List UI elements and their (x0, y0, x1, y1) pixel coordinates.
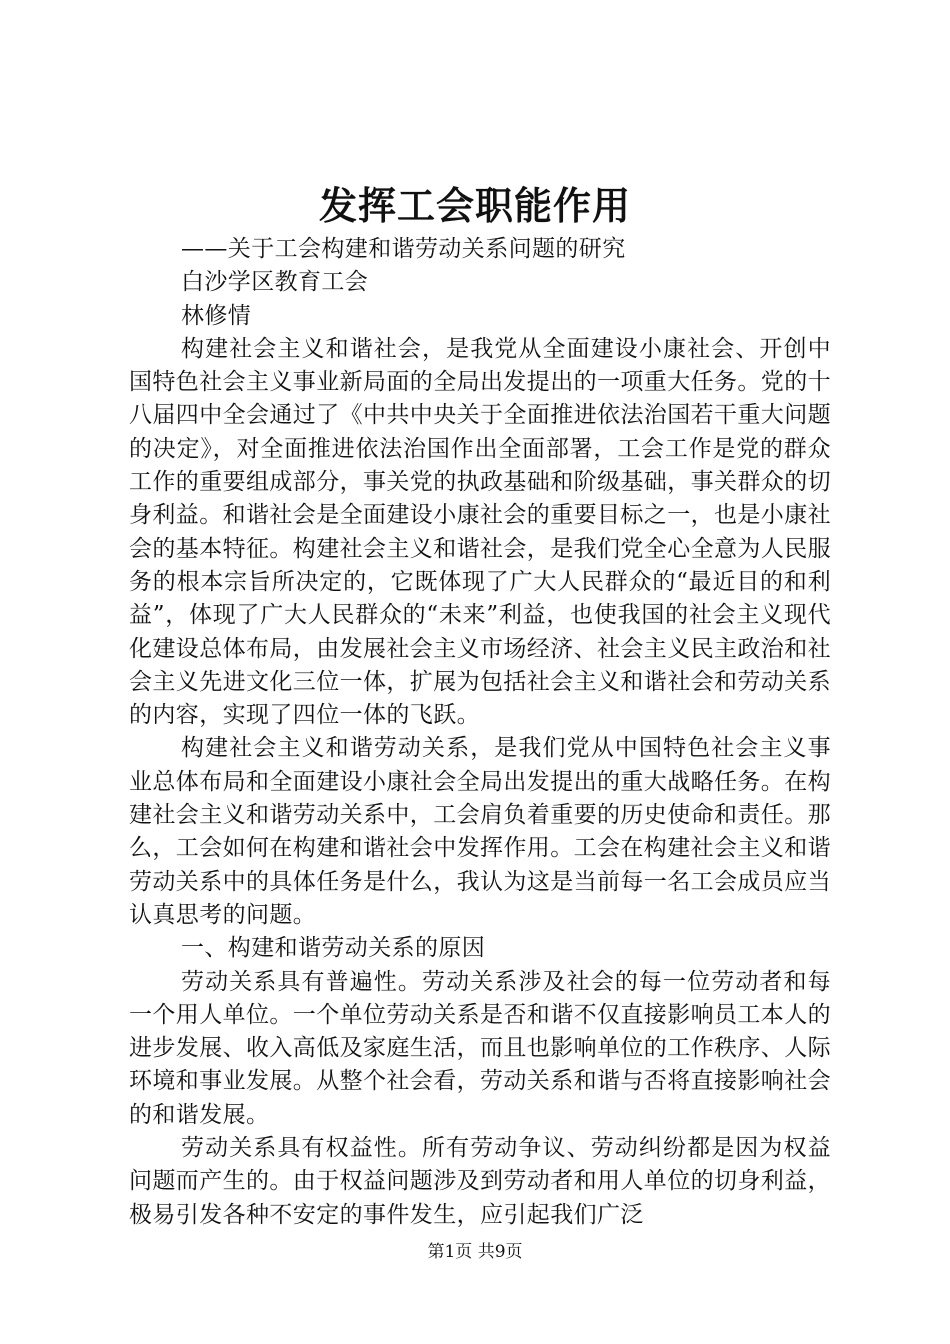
page-number: 第1页 共9页 (427, 1242, 523, 1262)
document-organization: 白沙学区教育工会 (181, 269, 369, 296)
document-body (129, 233, 831, 1232)
document-title: 发挥工会职能作用 (318, 183, 631, 228)
body-paragraph: 劳动关系具有权益性。所有劳动争议、劳动纠纷都是因为权益问题而产生的。由于权益问题涉及到劳动者和用人单位的切身利益，极易引发各种不安定的事件发生，应引起我们广泛 (129, 1135, 831, 1228)
document-subtitle: ——关于工会构建和谐劳动关系问题的研究 (181, 236, 626, 262)
body-paragraph: 劳动关系具有普遍性。劳动关系涉及社会的每一位劳动者和每一个用人单位。一个单位劳动关系是否和谐不仅直接影响员工本人的进步发展、收入高低及家庭生活，而且也影响单位的工作秩序、人际环境和事业发展。从整个社会看，劳动关系和谐与否将直接影响社会的和谐发展。 (129, 968, 831, 1128)
section-heading: 一、构建和谐劳动关系的原因 (181, 935, 486, 962)
body-paragraph: 构建社会主义和谐社会，是我党从全面建设小康社会、开创中国特色社会主义事业新局面的全局出发提出的一项重大任务。党的十八届四中全会通过了《中共中央关于全面推进依法治国若干重大问题的决定》，对全面推进依法治国作出全面部署，工会工作是党的群众工作的重要组成部分，事关党的执政基础和阶级基础，事关群众的切身利益。和谐社会是全面建设小康社会的重要目标之一，也是小康社会的基本特征。构建社会主义和谐社会，是我们党全心全意为人民服务的根本宗旨所决定的，它既体现了广大人民群众的“最近目的和利益”，体现了广大人民群众的“未来”利益，也使我国的社会主义现代化建设总体布局，由发展社会主义市场经济、社会主义民主政治和社会主义先进文化三位一体，扩展为包括社会主义和谐社会和劳动关系的内容，实现了四位一体的飞跃。 (129, 335, 831, 729)
document-author: 林修情 (181, 302, 252, 329)
body-paragraph: 构建社会主义和谐劳动关系，是我们党从中国特色社会主义事业总体布局和全面建设小康社会全局出发提出的重大战略任务。在构建社会主义和谐劳动关系中，工会肩负着重要的历史使命和责任。那么，工会如何在构建和谐社会中发挥作用。工会在构建社会主义和谐劳动关系中的具体任务是什么，我认为这是当前每一名工会成员应当认真思考的问题。 (129, 735, 831, 928)
